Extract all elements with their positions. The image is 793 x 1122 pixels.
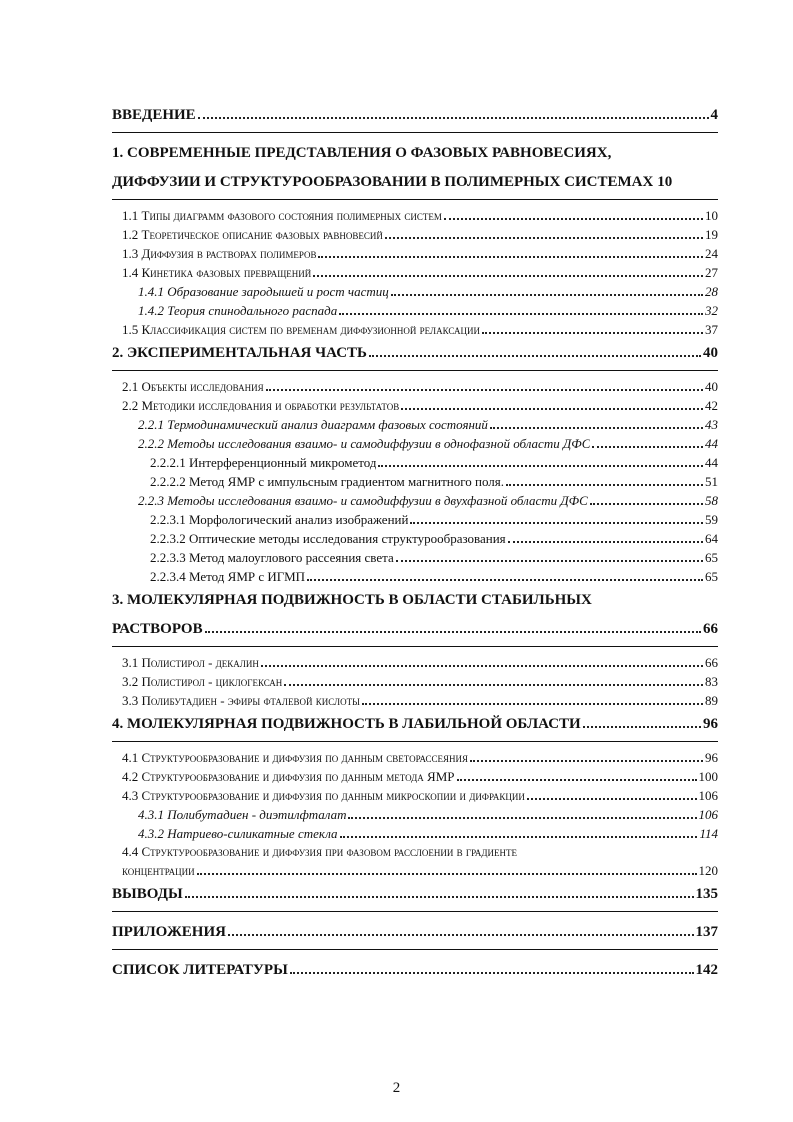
toc-entry: [112, 491, 718, 510]
toc-title: ВЫВОДЫ: [112, 886, 183, 902]
toc-leader-dots: [482, 331, 703, 334]
toc-leader-dots: [228, 933, 694, 936]
toc-divider: [112, 741, 718, 742]
toc-title: 4.1 Структурообразование и диффузия по данным светорассеяния: [122, 750, 469, 765]
chapter-4-items: [112, 748, 718, 843]
toc-entry: [112, 510, 718, 529]
toc-title: 1.4 Кинетика фазовых превращений: [122, 265, 312, 280]
toc-divider: [112, 911, 718, 912]
toc-entry: [112, 244, 718, 263]
toc-leader-dots: [583, 725, 701, 728]
toc-page: 100: [698, 769, 718, 784]
toc-leader-dots: [261, 664, 703, 667]
toc-title: ПРИЛОЖЕНИЯ: [112, 924, 226, 940]
toc-leader-dots: [527, 797, 697, 800]
toc-leader-dots: [348, 816, 696, 819]
toc-page: 37: [705, 322, 718, 337]
toc-leader-dots: [198, 116, 709, 119]
page-number: 2: [392, 1080, 401, 1096]
toc-leader-dots: [410, 521, 703, 524]
toc-leader-dots: [369, 354, 701, 357]
toc-divider: [112, 199, 718, 200]
toc-entry: [112, 529, 718, 548]
toc-page: 89: [705, 693, 718, 708]
toc-entry-intro: [112, 101, 718, 130]
toc-title: 2.2.3 Методы исследования взаимо- и самодиффузии в двухфазной области ДФС: [138, 493, 588, 508]
toc-entry: [112, 453, 718, 472]
toc-page: 83: [705, 674, 718, 689]
toc-entry: [112, 434, 718, 453]
toc-entry: [112, 567, 718, 586]
toc-entry-chapter-1: [112, 168, 718, 197]
toc-page: 142: [695, 962, 718, 978]
toc-entry: [112, 824, 718, 843]
toc-entry: [112, 415, 718, 434]
toc-title: 4.2 Структурообразование и диффузия по данным метода ЯМР: [122, 769, 455, 784]
table-of-contents: [112, 101, 718, 985]
toc-page: 65: [705, 569, 718, 584]
toc-title: 2.2 Методики исследования и обработки результатов: [122, 398, 400, 413]
toc-page: 40: [703, 345, 718, 361]
toc-page: 65: [705, 550, 718, 565]
toc-divider: [112, 370, 718, 371]
toc-page: 58: [705, 493, 718, 508]
toc-leader-dots: [205, 630, 701, 633]
toc-page: 96: [703, 716, 718, 732]
toc-title: 4.3.1 Полибутадиен - диэтилфталат: [138, 807, 347, 822]
toc-title: 1.1 Типы диаграмм фазового состояния полимерных систем: [122, 208, 442, 223]
toc-entry-conclusions: [112, 880, 718, 909]
toc-leader-dots: [284, 683, 703, 686]
toc-entry-chapter-2: [112, 339, 718, 368]
toc-leader-dots: [590, 502, 703, 505]
toc-leader-dots: [378, 464, 703, 467]
toc-title: ДИФФУЗИИ И СТРУКТУРООБРАЗОВАНИИ В ПОЛИМЕРНЫХ СИСТЕМАХ: [112, 174, 654, 190]
toc-page: 96: [705, 750, 718, 765]
toc-leader-dots: [339, 312, 703, 315]
toc-entry: [112, 225, 718, 244]
toc-entry: [112, 805, 718, 824]
toc-entry: [112, 691, 718, 710]
chapter-2-items: [112, 377, 718, 586]
toc-title: 1.4.1 Образование зародышей и рост частиц: [138, 284, 389, 299]
toc-entry: [112, 672, 718, 691]
toc-entry-chapter-3: [112, 615, 718, 644]
toc-leader-dots: [318, 255, 703, 258]
toc-title: 1.2 Теоретическое описание фазовых равновесий: [122, 227, 383, 242]
toc-title: 2.1 Объекты исследования: [122, 379, 264, 394]
toc-entry: [112, 377, 718, 396]
toc-page: 44: [705, 436, 718, 451]
toc-title: 2.2.2.1 Интерференционный микрометод: [150, 455, 377, 470]
toc-entry-references: [112, 956, 718, 985]
toc-title: 2.2.3.3 Метод малоуглового рассеяния света: [150, 550, 394, 565]
toc-page: 114: [699, 826, 718, 841]
toc-page: 51: [705, 474, 718, 489]
toc-leader-dots: [340, 835, 698, 838]
toc-page: 42: [705, 398, 718, 413]
chapter-3-title-line1: 3. МОЛЕКУЛЯРНАЯ ПОДВИЖНОСТЬ В ОБЛАСТИ СТАБИЛЬНЫХ: [112, 592, 592, 608]
toc-title: 3.3 Полибутадиен - эфиры фталевой кислоты: [122, 693, 360, 708]
chapter-1-items: [112, 206, 718, 339]
toc-title: 3.1 Полистирол - декалин: [122, 655, 259, 670]
section-4-4-title-line1: 4.4 Структурообразование и диффузия при фазовом расслоении в градиенте: [122, 844, 518, 859]
toc-divider: [112, 646, 718, 647]
toc-leader-dots: [362, 702, 703, 705]
toc-page: 135: [695, 886, 718, 902]
toc-title: 2. ЭКСПЕРИМЕНТАЛЬНАЯ ЧАСТЬ: [112, 345, 367, 361]
toc-entry: [112, 548, 718, 567]
toc-title: 4.3.2 Натриево-силикатные стекла: [138, 826, 338, 841]
toc-leader-dots: [506, 483, 703, 486]
toc-title: 4. МОЛЕКУЛЯРНАЯ ПОДВИЖНОСТЬ В ЛАБИЛЬНОЙ ОБЛАСТИ: [112, 716, 581, 732]
toc-entry-4-4: [112, 861, 718, 880]
toc-page: 64: [705, 531, 718, 546]
toc-leader-dots: [266, 388, 703, 391]
toc-title: концентрации: [122, 863, 195, 878]
toc-leader-dots: [490, 426, 703, 429]
toc-entry: [112, 653, 718, 672]
chapter-1-title-line1: 1. СОВРЕМЕННЫЕ ПРЕДСТАВЛЕНИЯ О ФАЗОВЫХ РАВНОВЕСИЯХ,: [112, 145, 612, 161]
toc-leader-dots: [290, 971, 694, 974]
toc-page: 43: [705, 417, 718, 432]
toc-entry: [112, 263, 718, 282]
toc-entry: [112, 767, 718, 786]
toc-leader-dots: [307, 578, 703, 581]
toc-page: 44: [705, 455, 718, 470]
toc-page: 24: [705, 246, 718, 261]
toc-entry: [112, 748, 718, 767]
toc-leader-dots: [457, 778, 697, 781]
toc-page: 10: [705, 208, 718, 223]
toc-page: 28: [705, 284, 718, 299]
toc-leader-dots: [401, 407, 703, 410]
toc-title: СПИСОК ЛИТЕРАТУРЫ: [112, 962, 288, 978]
toc-title: 2.2.2.2 Метод ЯМР с импульсным градиентом магнитного поля.: [150, 474, 505, 489]
toc-title: 2.2.3.1 Морфологический анализ изображений: [150, 512, 409, 527]
toc-leader-dots: [508, 540, 703, 543]
toc-page: 40: [705, 379, 718, 394]
toc-leader-dots: [396, 559, 703, 562]
toc-entry: [112, 472, 718, 491]
toc-leader-dots: [592, 445, 703, 448]
toc-title: 1.4.2 Теория спинодального распада: [138, 303, 338, 318]
toc-divider: [112, 132, 718, 133]
toc-title: ВВЕДЕНИЕ: [112, 107, 196, 123]
toc-title: 2.2.3.4 Метод ЯМР с ИГМП: [150, 569, 306, 584]
toc-title: 2.2.2 Методы исследования взаимо- и самодиффузии в однофазной области ДФС: [138, 436, 591, 451]
toc-page: 66: [705, 655, 718, 670]
toc-leader-dots: [444, 217, 703, 220]
toc-page: 66: [703, 621, 718, 637]
toc-entry: [112, 320, 718, 339]
toc-title: 4.3 Структурообразование и диффузия по данным микроскопии и дифракции: [122, 788, 525, 803]
toc-entry-appendix: [112, 918, 718, 947]
toc-title: 2.2.3.2 Оптические методы исследования структурообразования: [150, 531, 506, 546]
toc-leader-dots: [313, 274, 703, 277]
toc-page: 27: [705, 265, 718, 280]
toc-leader-dots: [391, 293, 703, 296]
toc-leader-dots: [385, 236, 703, 239]
toc-entry: [112, 206, 718, 225]
toc-page: 106: [698, 807, 718, 822]
toc-leader-dots: [470, 759, 703, 762]
toc-entry-chapter-4: [112, 710, 718, 739]
toc-page: 137: [695, 924, 718, 940]
chapter-3-items: [112, 653, 718, 710]
toc-divider: [112, 949, 718, 950]
toc-page: 32: [705, 303, 718, 318]
toc-leader-dots: [185, 895, 694, 898]
toc-page: 120: [698, 863, 718, 878]
toc-title: 1.5 Классификация систем по временам диффузионной релаксации: [122, 322, 480, 337]
toc-page: 4: [710, 107, 718, 123]
toc-leader-dots: [197, 872, 697, 875]
toc-entry: [112, 786, 718, 805]
toc-title: 1.3 Диффузия в растворах полимеров: [122, 246, 317, 261]
toc-page: 106: [698, 788, 718, 803]
toc-title: 2.2.1 Термодинамический анализ диаграмм фазовых состояний: [138, 417, 488, 432]
toc-entry: [112, 301, 718, 320]
toc-title: 3.2 Полистирол - циклогексан: [122, 674, 283, 689]
toc-title: РАСТВОРОВ: [112, 621, 203, 637]
toc-page: 19: [705, 227, 718, 242]
toc-entry: [112, 396, 718, 415]
toc-entry: [112, 282, 718, 301]
toc-page: 59: [705, 512, 718, 527]
toc-page: 10: [657, 174, 673, 190]
